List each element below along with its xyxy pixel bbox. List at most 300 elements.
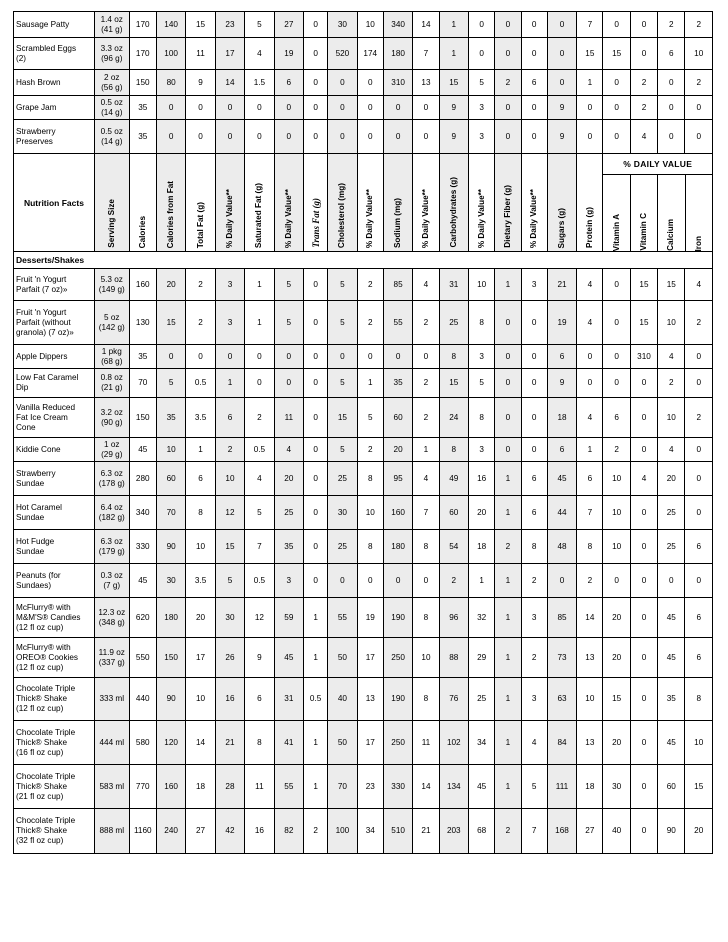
nutrient-value: 0: [328, 345, 357, 369]
nutrient-value: 0: [630, 564, 657, 598]
header-label: Total Fat (g): [195, 201, 205, 248]
nutrient-value: 0: [521, 38, 547, 70]
nutrient-value: 76: [439, 678, 468, 721]
nutrient-value: 4: [577, 398, 603, 438]
nutrient-value: 20: [603, 721, 630, 765]
nutrient-value: 1: [215, 369, 244, 398]
nutrient-value: 102: [439, 721, 468, 765]
nutrient-value: 20: [383, 438, 412, 462]
nutrient-value: 1: [495, 564, 521, 598]
nutrient-value: 0: [630, 721, 657, 765]
nutrient-value: 6: [274, 70, 303, 96]
nutrient-value: 5: [469, 369, 495, 398]
item-name: McFlurry® with M&M'S® Candies (12 fl oz cup): [14, 598, 95, 638]
nutrient-value: 19: [357, 598, 383, 638]
nutrient-value: 18: [469, 530, 495, 564]
nutrient-value: 1: [304, 721, 328, 765]
nutrient-value: 4: [685, 269, 713, 301]
nutrient-value: 6: [547, 438, 576, 462]
nutrient-value: 45: [658, 638, 685, 678]
nutrient-value: 6: [685, 638, 713, 678]
serving-size: 5 oz (142 g): [94, 301, 129, 345]
nutrient-value: 160: [156, 765, 185, 809]
nutrient-value: 770: [129, 765, 156, 809]
nutrient-value: 0: [521, 12, 547, 38]
nutrient-value: 0: [603, 301, 630, 345]
nutrient-value: 11: [413, 721, 439, 765]
nutrient-value: 0: [383, 120, 412, 154]
table-row: [14, 598, 713, 638]
nutrient-value: 4: [577, 301, 603, 345]
nutrient-value: 55: [274, 765, 303, 809]
header-iron: [686, 175, 712, 251]
daily-value-header: [603, 154, 713, 252]
nutrient-value: 15: [328, 398, 357, 438]
nutrient-value: 0: [156, 96, 185, 120]
nutrient-value: 14: [577, 598, 603, 638]
nutrient-value: 8: [439, 438, 468, 462]
serving-size: 11.9 oz (337 g): [94, 638, 129, 678]
nutrient-value: 2: [357, 438, 383, 462]
header-calories-from-fat: [156, 154, 185, 252]
nutrient-value: 0: [245, 120, 274, 154]
nutrient-value: 15: [658, 269, 685, 301]
nutrient-value: 0.5: [245, 438, 274, 462]
nutrient-value: 12: [245, 598, 274, 638]
item-name: Strawberry Sundae: [14, 462, 95, 496]
nutrient-value: 95: [383, 462, 412, 496]
item-name: Hot Fudge Sundae: [14, 530, 95, 564]
nutrient-value: 12: [215, 496, 244, 530]
nutrient-value: 10: [186, 678, 215, 721]
nutrient-value: 31: [439, 269, 468, 301]
nutrient-value: 0: [357, 564, 383, 598]
nutrient-value: 41: [274, 721, 303, 765]
nutrient-value: 6: [521, 462, 547, 496]
nutrient-value: 6: [685, 598, 713, 638]
nutrient-value: 10: [685, 38, 713, 70]
nutrient-value: 8: [413, 598, 439, 638]
nutrient-value: 0: [495, 398, 521, 438]
table-row: [14, 496, 713, 530]
header-label: % Daily Value**: [283, 188, 293, 248]
nutrient-value: 0: [304, 269, 328, 301]
nutrient-value: 0: [577, 369, 603, 398]
nutrient-value: 0: [603, 70, 630, 96]
nutrient-value: 5: [521, 765, 547, 809]
nutrient-value: 2: [685, 398, 713, 438]
header-label: Calories: [137, 215, 147, 248]
item-name: Chocolate Triple Thick® Shake (12 fl oz cup): [14, 678, 95, 721]
nutrient-value: 17: [215, 38, 244, 70]
nutrient-value: 0: [328, 564, 357, 598]
nutrient-value: 2: [304, 809, 328, 854]
nutrient-value: 0: [215, 345, 244, 369]
nutrient-value: 1: [495, 678, 521, 721]
nutrient-value: 0: [495, 438, 521, 462]
nutrient-value: 0: [577, 345, 603, 369]
nutrient-value: 6: [521, 70, 547, 96]
nutrient-value: 0: [521, 398, 547, 438]
nutrient-value: 9: [245, 638, 274, 678]
nutrient-value: 0: [603, 564, 630, 598]
nutrient-value: 7: [413, 496, 439, 530]
nutrient-value: 45: [129, 438, 156, 462]
nutrient-value: 6: [685, 530, 713, 564]
table-row: [14, 301, 713, 345]
nutrient-value: 0.5: [304, 678, 328, 721]
nutrient-value: 35: [156, 398, 185, 438]
nutrient-value: 150: [156, 638, 185, 678]
nutrient-value: 0: [603, 96, 630, 120]
nutrient-value: 2: [630, 70, 657, 96]
table-row: [14, 70, 713, 96]
nutrient-value: 88: [439, 638, 468, 678]
nutrient-value: 25: [658, 496, 685, 530]
serving-size: 1 pkg (68 g): [94, 345, 129, 369]
nutrient-value: 0: [630, 38, 657, 70]
nutrient-value: 1: [357, 369, 383, 398]
table-row: [14, 462, 713, 496]
nutrient-value: 20: [603, 638, 630, 678]
nutrient-value: 28: [215, 765, 244, 809]
nutrient-value: 6: [521, 496, 547, 530]
item-name: Scrambled Eggs (2): [14, 38, 95, 70]
nutrient-value: 59: [274, 598, 303, 638]
header-cholesterol-dv: [357, 154, 383, 252]
nutrient-value: 190: [383, 598, 412, 638]
nutrient-value: 0: [521, 438, 547, 462]
nutrient-value: 0: [304, 564, 328, 598]
nutrient-value: 310: [630, 345, 657, 369]
nutrient-value: 0: [685, 96, 713, 120]
nutrient-value: 250: [383, 638, 412, 678]
nutrient-value: 2: [413, 301, 439, 345]
nutrient-value: 0: [603, 345, 630, 369]
nutrient-value: 2: [658, 369, 685, 398]
nutrient-value: 2: [439, 564, 468, 598]
nutrient-value: 60: [658, 765, 685, 809]
item-name: Hot Caramel Sundae: [14, 496, 95, 530]
nutrient-value: 3: [274, 564, 303, 598]
header-row: [14, 154, 713, 252]
nutrient-value: 0: [521, 96, 547, 120]
serving-size: 333 ml: [94, 678, 129, 721]
nutrient-value: 23: [357, 765, 383, 809]
serving-size: 0.5 oz (14 g): [94, 120, 129, 154]
nutrient-value: 0: [304, 96, 328, 120]
nutrient-value: 0.5: [186, 369, 215, 398]
nutrient-value: 0: [304, 120, 328, 154]
nutrient-value: 1: [439, 12, 468, 38]
nutrient-value: 4: [658, 438, 685, 462]
nutrient-value: 3: [469, 120, 495, 154]
nutrient-value: 1: [577, 438, 603, 462]
nutrient-value: 0: [274, 345, 303, 369]
nutrient-value: 7: [577, 496, 603, 530]
nutrient-value: 35: [383, 369, 412, 398]
nutrient-value: 0: [521, 369, 547, 398]
nutrient-value: 5: [328, 438, 357, 462]
nutrient-value: 25: [439, 301, 468, 345]
nutrient-value: 174: [357, 38, 383, 70]
nutrient-value: 25: [658, 530, 685, 564]
nutrient-value: 0: [469, 38, 495, 70]
nutrient-value: 203: [439, 809, 468, 854]
nutrient-value: 100: [156, 38, 185, 70]
nutrient-value: 150: [129, 398, 156, 438]
nutrient-value: 0: [413, 564, 439, 598]
nutrient-value: 96: [439, 598, 468, 638]
table-row: [14, 398, 713, 438]
nutrient-value: 8: [521, 530, 547, 564]
nutrient-value: 90: [156, 530, 185, 564]
nutrient-value: 13: [577, 721, 603, 765]
nutrient-value: 0: [304, 462, 328, 496]
nutrient-value: 55: [328, 598, 357, 638]
table-row: [14, 638, 713, 678]
nutrient-value: 10: [357, 12, 383, 38]
nutrient-value: 0: [495, 96, 521, 120]
nutrient-value: 20: [603, 598, 630, 638]
nutrient-value: 2: [521, 564, 547, 598]
nutrient-value: 50: [328, 721, 357, 765]
nutrient-value: 4: [274, 438, 303, 462]
serving-size: 12.3 oz (348 g): [94, 598, 129, 638]
header-label: Serving Size: [106, 199, 116, 248]
nutrient-value: 2: [495, 809, 521, 854]
header-carbohydrates-dv: [469, 154, 495, 252]
nutrient-value: 9: [547, 369, 576, 398]
nutrient-value: 13: [577, 638, 603, 678]
nutrient-value: 45: [274, 638, 303, 678]
nutrient-value: 1: [304, 638, 328, 678]
nutrient-value: 30: [328, 496, 357, 530]
serving-size: 0.3 oz (7 g): [94, 564, 129, 598]
table-row: [14, 530, 713, 564]
nutrient-value: 0: [383, 564, 412, 598]
nutrient-value: 19: [547, 301, 576, 345]
nutrient-value: 21: [413, 809, 439, 854]
nutrient-value: 7: [413, 38, 439, 70]
nutrition-table: [13, 11, 713, 854]
header-total-fat: [186, 154, 215, 252]
nutrient-value: 55: [383, 301, 412, 345]
header-label: % Daily Value**: [529, 188, 539, 248]
table-row: [14, 564, 713, 598]
nutrient-value: 14: [413, 12, 439, 38]
nutrient-value: 20: [156, 269, 185, 301]
nutrient-value: 134: [439, 765, 468, 809]
item-name: McFlurry® with OREO® Cookies (12 fl oz cup): [14, 638, 95, 678]
daily-value-columns: [603, 175, 712, 251]
nutrient-value: 15: [439, 369, 468, 398]
nutrient-value: 0: [547, 38, 576, 70]
nutrient-value: 35: [129, 96, 156, 120]
nutrient-value: 35: [129, 345, 156, 369]
header-total-fat-dv: [215, 154, 244, 252]
nutrient-value: 9: [547, 96, 576, 120]
nutrient-value: 15: [186, 12, 215, 38]
nutrient-value: 2: [357, 269, 383, 301]
nutrient-value: 9: [439, 120, 468, 154]
nutrient-value: 0: [357, 120, 383, 154]
nutrient-value: 3: [215, 301, 244, 345]
nutrient-value: 2: [658, 12, 685, 38]
nutrient-value: 0: [630, 530, 657, 564]
nutrient-value: 29: [469, 638, 495, 678]
nutrient-value: 13: [413, 70, 439, 96]
nutrient-value: 1: [186, 438, 215, 462]
nutrient-value: 10: [215, 462, 244, 496]
nutrition-facts-label: Nutrition Facts: [14, 154, 95, 252]
nutrient-value: 45: [658, 721, 685, 765]
nutrient-value: 2: [685, 12, 713, 38]
header-sodium: [383, 154, 412, 252]
nutrient-value: 15: [156, 301, 185, 345]
item-name: Sausage Patty: [14, 12, 95, 38]
nutrient-value: 25: [274, 496, 303, 530]
nutrient-value: 2: [413, 398, 439, 438]
nutrient-value: 1: [495, 462, 521, 496]
table-row: [14, 269, 713, 301]
nutrient-value: 0: [630, 638, 657, 678]
nutrient-value: 18: [547, 398, 576, 438]
nutrient-value: 1: [495, 269, 521, 301]
nutrient-value: 150: [129, 70, 156, 96]
nutrient-value: 17: [186, 638, 215, 678]
nutrient-value: 11: [245, 765, 274, 809]
nutrient-value: 10: [685, 721, 713, 765]
table-row: [14, 721, 713, 765]
nutrient-value: 168: [547, 809, 576, 854]
section-title: Desserts/Shakes: [14, 252, 713, 269]
nutrient-value: 10: [577, 678, 603, 721]
nutrient-value: 19: [274, 38, 303, 70]
nutrient-value: 7: [245, 530, 274, 564]
nutrient-value: 0: [603, 12, 630, 38]
nutrient-value: 0: [658, 96, 685, 120]
nutrient-value: 14: [413, 765, 439, 809]
header-label: Saturated Fat (g): [254, 182, 264, 248]
nutrient-value: 330: [383, 765, 412, 809]
nutrient-value: 9: [186, 70, 215, 96]
table-row: [14, 369, 713, 398]
nutrient-value: 0: [495, 345, 521, 369]
nutrient-value: 2: [521, 638, 547, 678]
nutrient-value: 0: [304, 38, 328, 70]
nutrient-value: 0: [215, 96, 244, 120]
nutrient-value: 170: [129, 38, 156, 70]
nutrient-value: 0: [274, 96, 303, 120]
nutrient-value: 25: [328, 462, 357, 496]
nutrient-value: 15: [603, 38, 630, 70]
nutrient-value: 10: [603, 462, 630, 496]
nutrient-value: 70: [156, 496, 185, 530]
nutrient-value: 6: [547, 345, 576, 369]
nutrient-value: 23: [215, 12, 244, 38]
header-label: % Daily Value**: [224, 188, 234, 248]
nutrient-value: 340: [383, 12, 412, 38]
nutrient-value: 35: [658, 678, 685, 721]
nutrient-value: 35: [274, 530, 303, 564]
header-label: % Daily Value**: [365, 188, 375, 248]
header-label: Trans Fat (g): [310, 198, 321, 248]
nutrient-value: 0: [630, 809, 657, 854]
nutrient-value: 15: [630, 269, 657, 301]
nutrient-value: 4: [413, 462, 439, 496]
nutrient-value: 6: [658, 38, 685, 70]
nutrient-value: 68: [469, 809, 495, 854]
nutrient-value: 21: [215, 721, 244, 765]
nutrient-value: 4: [245, 462, 274, 496]
nutrient-value: 0: [245, 96, 274, 120]
nutrient-value: 6: [245, 678, 274, 721]
nutrient-value: 180: [383, 530, 412, 564]
nutrient-value: 120: [156, 721, 185, 765]
nutrient-value: 160: [383, 496, 412, 530]
nutrient-value: 10: [186, 530, 215, 564]
table-row: [14, 438, 713, 462]
nutrient-value: 0: [328, 70, 357, 96]
nutrient-value: 0: [274, 369, 303, 398]
nutrient-value: 60: [439, 496, 468, 530]
nutrient-value: 190: [383, 678, 412, 721]
nutrient-value: 8: [186, 496, 215, 530]
serving-size: 3.2 oz (90 g): [94, 398, 129, 438]
nutrient-value: 250: [383, 721, 412, 765]
nutrient-value: 27: [577, 809, 603, 854]
nutrient-value: 14: [215, 70, 244, 96]
nutrient-value: 15: [685, 765, 713, 809]
nutrient-value: 0: [630, 438, 657, 462]
nutrient-value: 5: [328, 301, 357, 345]
nutrient-value: 440: [129, 678, 156, 721]
nutrient-value: 60: [383, 398, 412, 438]
item-name: Fruit 'n Yogurt Parfait (without granola) (7 oz)»: [14, 301, 95, 345]
nutrient-value: 24: [439, 398, 468, 438]
nutrient-value: 1.5: [245, 70, 274, 96]
nutrient-value: 0: [328, 96, 357, 120]
header-saturated-fat-dv: [274, 154, 303, 252]
nutrient-value: 0: [521, 120, 547, 154]
nutrient-value: 2: [186, 301, 215, 345]
header-label: Vitamin C: [639, 213, 649, 251]
nutrient-value: 0: [603, 369, 630, 398]
nutrient-value: 0: [156, 120, 185, 154]
nutrient-value: 3: [469, 96, 495, 120]
nutrient-value: 1: [439, 38, 468, 70]
nutrient-value: 20: [186, 598, 215, 638]
nutrient-value: 5: [469, 70, 495, 96]
header-label: Dietary Fiber (g): [502, 185, 512, 248]
table-row: [14, 765, 713, 809]
nutrient-value: 20: [469, 496, 495, 530]
header-label: Vitamin A: [611, 213, 621, 251]
header-label: Calcium: [666, 219, 676, 251]
serving-size: 3.3 oz (96 g): [94, 38, 129, 70]
serving-size: 583 ml: [94, 765, 129, 809]
nutrient-value: 0: [658, 564, 685, 598]
nutrient-value: 2: [495, 530, 521, 564]
nutrient-value: 35: [129, 120, 156, 154]
nutrient-value: 70: [129, 369, 156, 398]
serving-size: 2 oz (56 g): [94, 70, 129, 96]
nutrient-value: 40: [328, 678, 357, 721]
nutrient-value: 111: [547, 765, 576, 809]
nutrient-value: 0: [630, 12, 657, 38]
nutrient-value: 30: [328, 12, 357, 38]
